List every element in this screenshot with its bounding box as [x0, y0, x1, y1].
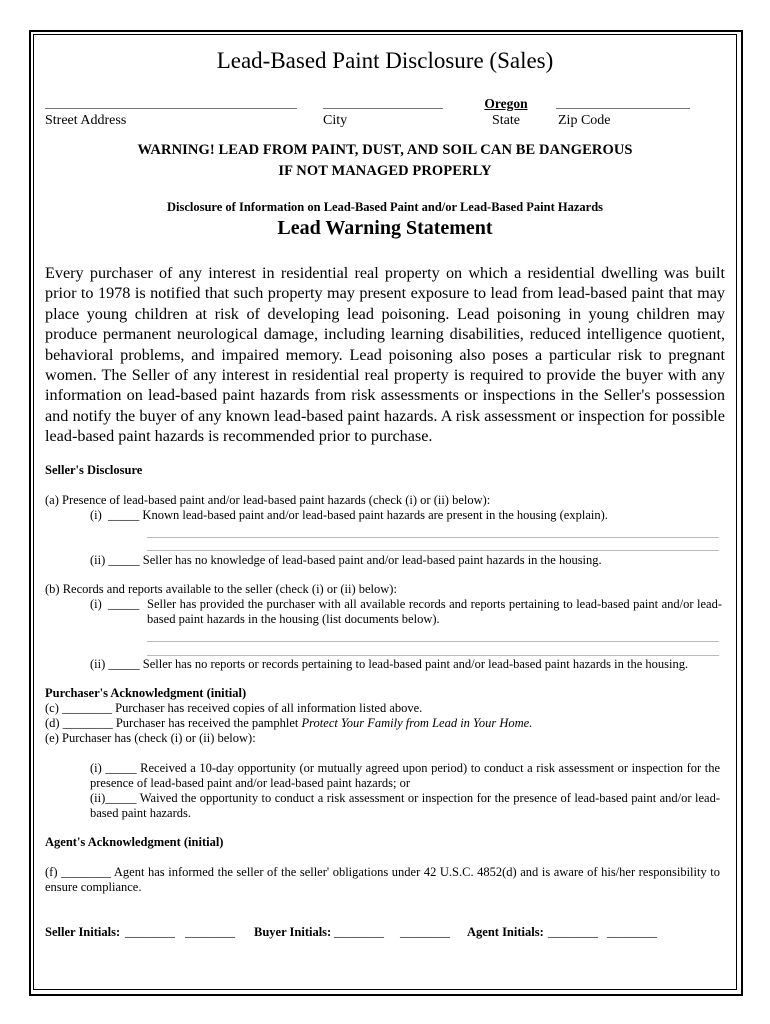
- explain-line-2[interactable]: [147, 550, 719, 551]
- explain-line-1[interactable]: [147, 537, 719, 538]
- seller-b-ii[interactable]: (ii) _____ Seller has no reports or records pertaining to lead-based paint and/or lead-based paint hazards in the housing.: [90, 657, 689, 671]
- documents-line-1[interactable]: [147, 641, 719, 642]
- street-address-line[interactable]: [45, 108, 297, 109]
- buyer-initials-1[interactable]: ________: [334, 925, 384, 939]
- zip-code-label: Zip Code: [558, 113, 611, 128]
- buyer-initials-2[interactable]: ________: [400, 925, 450, 939]
- seller-a-i[interactable]: (i) _____ Known lead-based paint and/or lead-based paint hazards are present in the housing (explain).: [90, 508, 608, 522]
- agent-initials-2[interactable]: ________: [607, 925, 657, 939]
- purchaser-e: (e) Purchaser has (check (i) or (ii) below):: [45, 731, 256, 745]
- seller-disclosure-heading: Seller's Disclosure: [45, 463, 143, 477]
- warning-line-1: WARNING! LEAD FROM PAINT, DUST, AND SOIL CAN BE DANGEROUS: [137, 142, 633, 158]
- seller-b-intro: (b) Records and reports available to the seller (check (i) or (ii) below):: [45, 582, 397, 596]
- zip-code-line[interactable]: [556, 108, 690, 109]
- lead-warning-heading: Lead Warning Statement: [277, 217, 493, 239]
- documents-line-2[interactable]: [147, 655, 719, 656]
- agent-heading: Agent's Acknowledgment (initial): [45, 835, 224, 849]
- seller-a-ii[interactable]: (ii) _____ Seller has no knowledge of lead-based paint and/or lead-based paint hazards in the housing.: [90, 553, 602, 567]
- purchaser-e-i[interactable]: (i) _____ Received a 10-day opportunity (or mutually agreed upon period) to conduct a risk assessment or inspection for the presence of lead-based paint and/or lead-based paint hazards; or: [90, 761, 720, 790]
- agent-initials-label: Agent Initials:: [467, 925, 544, 939]
- city-label: City: [323, 113, 348, 128]
- lead-warning-statement: Every purchaser of any interest in residential real property on which a residential dwelling was built prior to 1978 is notified that such property may present exposure to lead from lead-based paint that may place young children at risk of developing lead poisoning. Lead poisoning in young children may produce permanent neurological damage, including learning disabilities, reduced intelligence quotient, behavioral problems, and impaired memory. Lead poisoning also poses a particular risk to pregnant women. The Seller of any interest in residential real property is required to provide the buyer with any information on lead-based paint hazards from risk assessments or inspections in the Seller's possession and notify the buyer of any known lead-based paint hazards. A risk assessment or inspection for possible lead-based paint hazards is recommended prior to purchase.: [45, 264, 725, 446]
- warning-line-2: IF NOT MANAGED PROPERLY: [278, 163, 492, 179]
- page-title: Lead-Based Paint Disclosure (Sales): [216, 48, 554, 73]
- street-address-label: Street Address: [45, 113, 127, 128]
- seller-initials-1[interactable]: ________: [125, 925, 175, 939]
- purchaser-c[interactable]: (c) ________ Purchaser has received copies of all information listed above.: [45, 701, 423, 715]
- agent-f[interactable]: (f) ________ Agent has informed the seller of the seller' obligations under 42 U.S.C. 4852(d) and is aware of his/her responsibility to ensure compliance.: [45, 865, 720, 894]
- city-line[interactable]: [323, 108, 443, 109]
- seller-b-i-text: Seller has provided the purchaser with all available records and reports pertaining to lead-based paint and/or lead-based paint hazards in the housing (list documents below).: [147, 597, 722, 626]
- agent-initials-1[interactable]: ________: [548, 925, 598, 939]
- disclosure-heading: Disclosure of Information on Lead-Based Paint and/or Lead-Based Paint Hazards: [166, 200, 604, 214]
- seller-initials-2[interactable]: ________: [185, 925, 235, 939]
- purchaser-d[interactable]: [45, 716, 532, 731]
- state-value[interactable]: Oregon: [484, 96, 528, 111]
- purchaser-e-ii[interactable]: (ii)_____ Waived the opportunity to conduct a risk assessment or inspection for the presence of lead-based paint and/or lead-based paint hazards.: [90, 791, 720, 820]
- state-label: State: [492, 113, 520, 128]
- purchaser-heading: Purchaser's Acknowledgment (initial): [45, 686, 247, 700]
- purchaser-d-text: (d) ________ Purchaser has received the pamphlet: [45, 716, 302, 730]
- seller-initials-label: Seller Initials:: [45, 925, 121, 939]
- buyer-initials-label: Buyer Initials:: [254, 925, 332, 939]
- pamphlet-title: Protect Your Family from Lead in Your Home.: [301, 716, 533, 730]
- seller-a-intro: (a) Presence of lead-based paint and/or lead-based paint hazards (check (i) or (ii) below):: [45, 493, 491, 507]
- seller-b-i-check[interactable]: (i) _____: [90, 597, 140, 611]
